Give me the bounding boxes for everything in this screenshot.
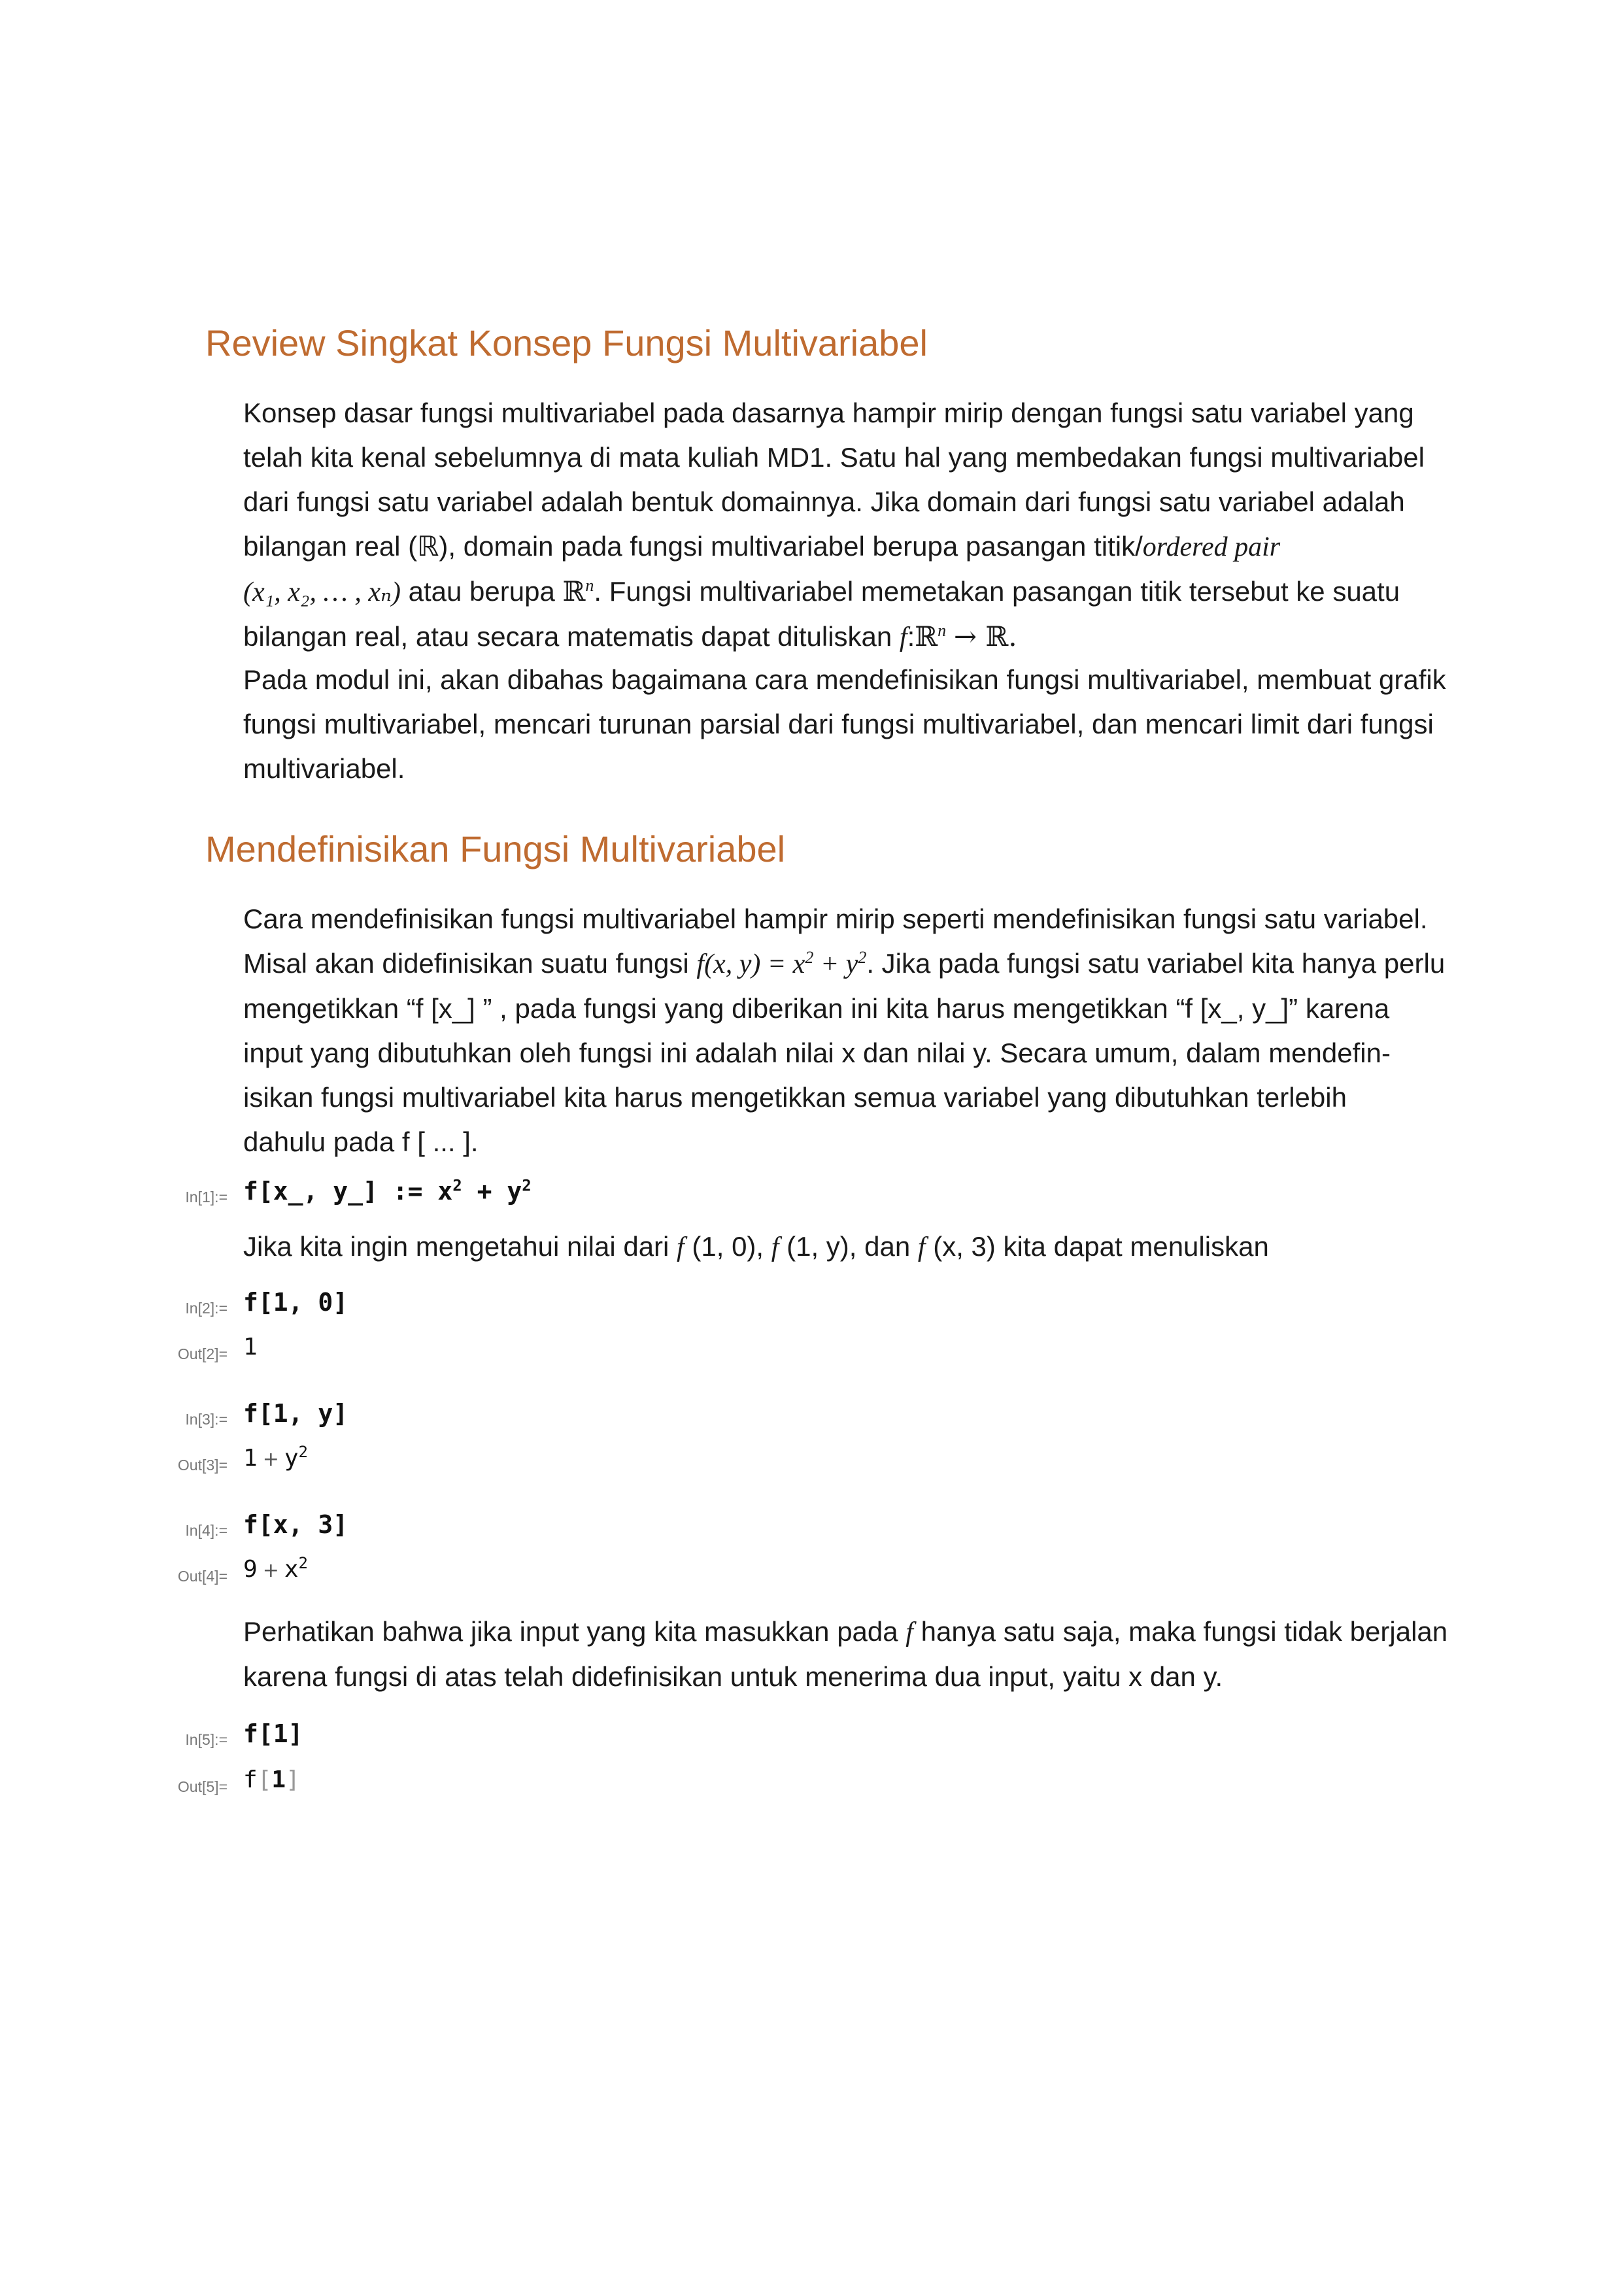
output-label: Out[4]= (177, 1568, 228, 1585)
input-cell-3[interactable]: f[1, y] (243, 1399, 348, 1428)
text-line (243, 569, 1472, 615)
output-cell-5: f[1] (243, 1766, 300, 1793)
math-exponent-n: n (938, 621, 947, 640)
math-tuple: (x₁, x₂, … , xₙ) (243, 577, 401, 607)
output-cell-4: $9 + x^2$ (243, 1554, 308, 1583)
ordered-pair-term: ordered pair (1142, 532, 1281, 562)
input-cell-4[interactable]: f[x, 3] (243, 1510, 348, 1539)
text-line: bilangan real, atau secara matematis dapat dituliskan f:ℝ$^n$ → ℝ. (243, 620, 1017, 652)
text-line: karena fungsi di atas telah didefinisikan untuk menerima dua input, yaitu x dan y. (243, 1661, 1223, 1692)
math-real-space: ℝ (562, 575, 586, 607)
section-title-review: Review Singkat Konsep Fungsi Multivariabel (205, 322, 928, 363)
text-fragment: bilangan real, atau secara matematis dapat dituliskan (243, 621, 892, 652)
input-label: In[5]:= (185, 1731, 228, 1748)
math-f: f (771, 1232, 779, 1262)
text-line: Konsep dasar fungsi multivariabel pada dasarnya hampir mirip dengan fungsi satu variabel yang (243, 397, 1414, 428)
text-line: dahulu pada f [ ... ]. (243, 1126, 479, 1157)
input-cell-5[interactable]: f[1] (243, 1719, 303, 1748)
output-label: Out[3]= (177, 1457, 228, 1474)
text-line: mengetikkan “f [x_] ” , pada fungsi yang diberikan ini kita harus mengetikkan “f [x_, y_]” karena (243, 993, 1390, 1024)
math-f: f (905, 1617, 913, 1647)
text-fragment: . Fungsi multivariabel memetakan pasangan titik tersebut ke suatu (594, 576, 1400, 607)
math-real-space: ℝ (915, 620, 938, 652)
paragraph-single-input-note (243, 1610, 1472, 1699)
text-line: Perhatikan bahwa jika input yang kita masukkan pada f hanya satu saja, maka fungsi tidak berjalan (243, 1616, 1448, 1647)
math-f: f (899, 622, 907, 652)
input-label: In[2]:= (185, 1300, 228, 1317)
math-function-def: f(x, $y) = x^2 + y^2$ (696, 948, 867, 979)
input-label: In[1]:= (185, 1189, 228, 1206)
text-line: telah kita kenal sebelumnya di mata kuliah MD1. Satu hal yang membedakan fungsi multivariabel (243, 442, 1425, 473)
input-label: In[4]:= (185, 1522, 228, 1539)
paragraph-module-overview: Pada modul ini, akan dibahas bagaimana cara mendefinisikan fungsi multivariabel, membuat grafik fungsi multivariabel, mencari turunan parsial dari fungsi multivariabel, dan mencari limit dari fungsi multivariabel. (243, 664, 1446, 784)
paragraph-defining-intro (243, 897, 1472, 1164)
text-line (243, 524, 1472, 569)
paragraph-evaluate-intro: Jika kita ingin mengetahui nilai dari f (1, 0), f (1, y), dan f (x, 3) kita dapat menuliskan (243, 1231, 1269, 1262)
math-exponent-n: n (585, 576, 594, 595)
input-cell-2[interactable]: f[1, 0] (243, 1288, 348, 1317)
text-line (243, 941, 1472, 987)
paragraph-review-intro (243, 391, 1472, 660)
output-label: Out[2]= (177, 1345, 228, 1362)
math-f: f (917, 1232, 926, 1262)
text-line: isikan fungsi multivariabel kita harus mengetikkan semua variabel yang dibutuhkan terlebih (243, 1082, 1347, 1113)
text-line: input yang dibutuhkan oleh fungsi ini adalah nilai x dan nilai y. Secara umum, dalam mendefin- (243, 1037, 1391, 1068)
output-label: Out[5]= (177, 1778, 228, 1795)
input-cell-1[interactable]: f[x_, y_] := $x^2 + y^2$ (243, 1176, 532, 1206)
section-title-defining: Mendefinisikan Fungsi Multivariabel (205, 828, 786, 869)
text-fragment: Misal akan didefinisikan suatu fungsi (243, 948, 689, 979)
text-line: dari fungsi satu variabel adalah bentuk domainnya. Jika domain dari fungsi satu variabel adalah (243, 486, 1405, 517)
input-label: In[3]:= (185, 1411, 228, 1428)
text-fragment: . Jika pada fungsi satu variabel kita hanya perlu (866, 948, 1446, 979)
output-cell-2: 1 (243, 1334, 258, 1360)
text-fragment: atau berupa (408, 576, 555, 607)
math-f: f (677, 1232, 685, 1262)
text-line: Cara mendefinisikan fungsi multivariabel hampir mirip seperti mendefinisikan fungsi satu variabel. (243, 903, 1428, 934)
math-map-target: → ℝ. (953, 620, 1017, 652)
output-cell-3: $1 + y^2$ (243, 1443, 308, 1472)
text-fragment: bilangan real (ℝ), domain pada fungsi multivariabel berupa pasangan titik/ (243, 531, 1143, 562)
